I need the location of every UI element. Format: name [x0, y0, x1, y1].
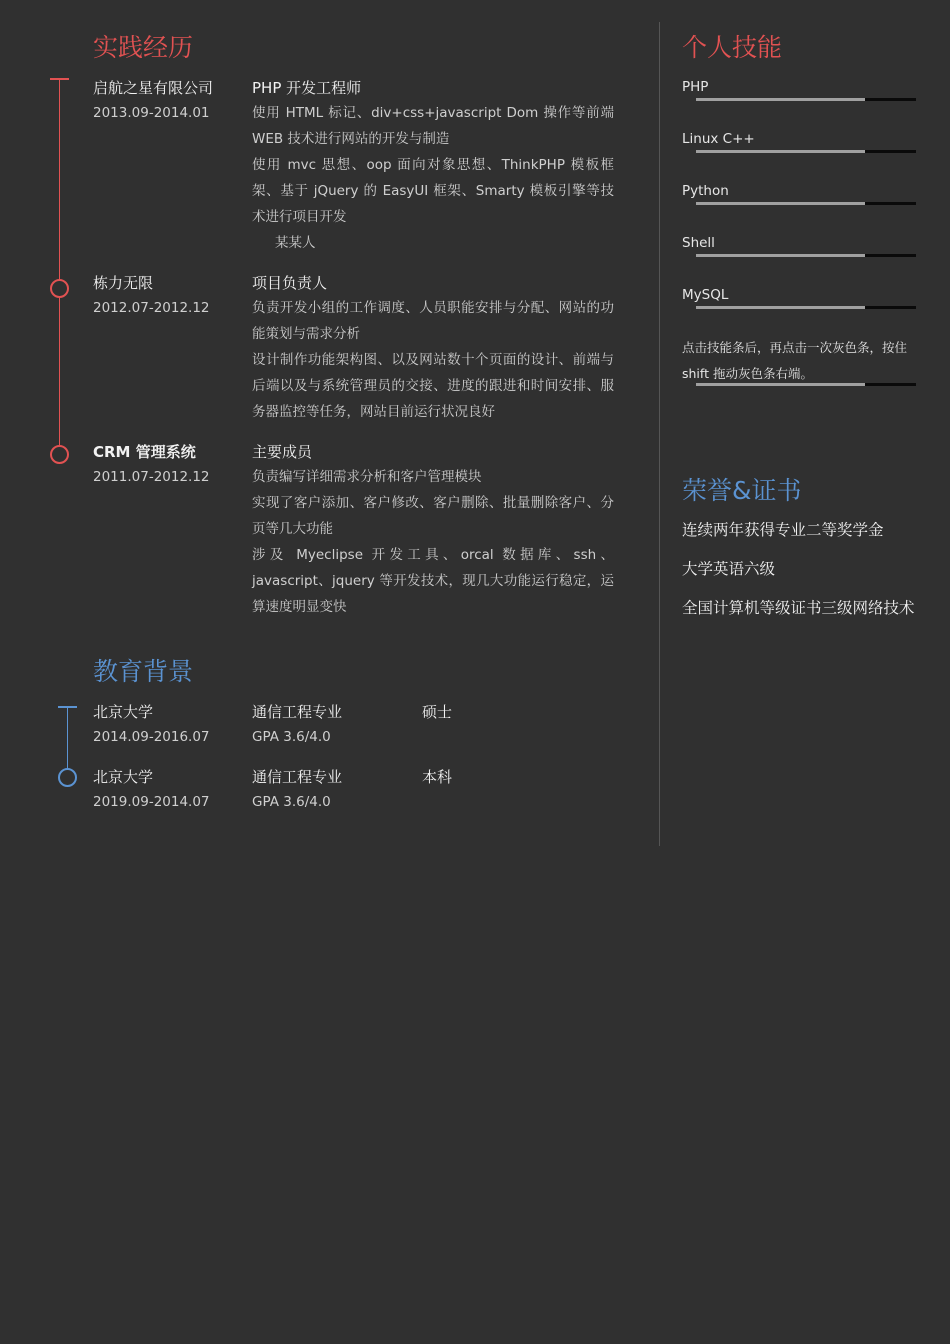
- education-degree: 硕士: [422, 703, 453, 721]
- education-degree: 本科: [422, 768, 453, 786]
- signature: 某某人: [275, 235, 316, 251]
- description-line: 使用 HTML 标记、div+css+javascript Dom 操作等前端WEB 技术进行网站的开发与制造: [252, 105, 614, 147]
- education-date: 2019.09-2014.07: [93, 794, 210, 810]
- skill-name: Linux C++: [682, 131, 755, 147]
- experience-description: [252, 100, 614, 256]
- experience-role: 主要成员: [252, 443, 313, 461]
- skill-bar[interactable]: [696, 202, 916, 205]
- skill-level-fill[interactable]: [696, 383, 865, 386]
- experience-company: 栋力无限: [93, 274, 154, 292]
- skill-name: Shell: [682, 235, 715, 251]
- skill-level-fill[interactable]: [696, 306, 865, 309]
- skills-title: 个人技能: [682, 33, 783, 62]
- description-line: 设计制作功能架构图、以及网站数十个页面的设计、前端与后端以及与系统管理员的交接、进度的跟进和时间安排、服务器监控等任务，网站目前运行状况良好: [252, 352, 614, 420]
- skill-mysql[interactable]: [682, 286, 916, 326]
- education-school: 北京大学: [93, 703, 154, 721]
- education-timeline-line: [67, 708, 68, 770]
- honors-title: 荣誉&证书: [682, 476, 802, 505]
- experience-timeline-dot: [50, 445, 69, 464]
- experience-role: 项目负责人: [252, 274, 328, 292]
- skill-php[interactable]: [682, 78, 916, 118]
- education-major: 通信工程专业: [252, 768, 343, 786]
- description-line: 负责编写详细需求分析和客户管理模块: [252, 469, 482, 485]
- experience-description: [252, 464, 614, 620]
- description-line: 负责开发小组的工作调度、人员职能安排与分配、网站的功能策划与需求分析: [252, 300, 614, 342]
- experience-description: [252, 295, 614, 425]
- education-date: 2014.09-2016.07: [93, 729, 210, 745]
- experience-title: 实践经历: [93, 33, 194, 62]
- education-major: 通信工程专业: [252, 703, 343, 721]
- skill-name: Python: [682, 183, 729, 199]
- education-timeline-dot: [58, 768, 77, 787]
- skill-bar[interactable]: [696, 383, 916, 386]
- description-line: 使用 mvc 思想、oop 面向对象思想、ThinkPHP 模板框架、基于 jQuery 的 EasyUI 框架、Smarty 模板引擎等技术进行项目开发: [252, 157, 614, 225]
- experience-date: 2013.09-2014.01: [93, 105, 210, 121]
- skill-level-fill[interactable]: [696, 202, 865, 205]
- description-line: 实现了客户添加、客户修改、客户删除、批量删除客户、分页等几大功能: [252, 495, 614, 537]
- description-line: 涉及 Myeclipse 开发工具、orcal 数据库、ssh、javascript、jquery 等开发技术，现几大功能运行稳定，运算速度明显变快: [252, 547, 614, 615]
- skill-bar[interactable]: [696, 150, 916, 153]
- skill-instruction-note: 点击技能条后，再点击一次灰色条，按住 shift 拖动灰色条右端。: [682, 340, 908, 381]
- experience-timeline-line: [59, 80, 60, 454]
- column-divider: [659, 22, 660, 846]
- experience-company: 启航之星有限公司: [93, 79, 214, 97]
- experience-date: 2011.07-2012.12: [93, 469, 210, 485]
- skill-level-fill[interactable]: [696, 98, 865, 101]
- education-school: 北京大学: [93, 768, 154, 786]
- skill-bar[interactable]: [696, 98, 916, 101]
- education-gpa: GPA 3.6/4.0: [252, 729, 331, 745]
- education-title: 教育背景: [93, 657, 194, 686]
- skill-bar[interactable]: [696, 254, 916, 257]
- skill-shell[interactable]: [682, 234, 916, 274]
- experience-role: PHP 开发工程师: [252, 79, 362, 97]
- experience-company: CRM 管理系统: [93, 443, 196, 461]
- skill-bar[interactable]: [696, 306, 916, 309]
- skill-name: PHP: [682, 79, 709, 95]
- honor-item: 大学英语六级: [682, 560, 776, 578]
- honor-item: 连续两年获得专业二等奖学金: [682, 521, 884, 539]
- skill-linux-cpp[interactable]: [682, 130, 916, 170]
- skill-level-fill[interactable]: [696, 150, 865, 153]
- skill-level-fill[interactable]: [696, 254, 865, 257]
- honor-item: 全国计算机等级证书三级网络技术: [682, 599, 915, 617]
- experience-date: 2012.07-2012.12: [93, 300, 210, 316]
- skill-name: MySQL: [682, 287, 729, 303]
- skill-python[interactable]: [682, 182, 916, 222]
- experience-timeline-dot: [50, 279, 69, 298]
- education-gpa: GPA 3.6/4.0: [252, 794, 331, 810]
